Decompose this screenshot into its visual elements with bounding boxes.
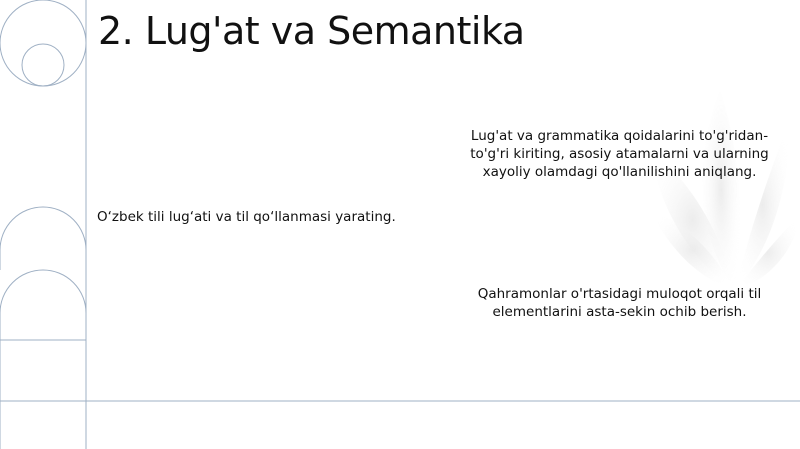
right-top-text: Lug'at va grammatika qoidalarini to'g'ridan-to'g'ri kiriting, asosiy atamalarni va ularning xayoliy olamdagi qo'llanilishini aniqlang. bbox=[470, 128, 769, 180]
slide-title: 2. Lug'at va Semantika bbox=[98, 9, 525, 53]
left-text: O‘zbek tili lug‘ati va til qo‘llanmasi yarating. bbox=[97, 209, 396, 225]
right-bottom-text: Qahramonlar o'rtasidagi muloqot orqali til elementlarini asta-sekin ochib berish. bbox=[477, 286, 762, 320]
leaf-watermark-icon bbox=[650, 90, 800, 290]
